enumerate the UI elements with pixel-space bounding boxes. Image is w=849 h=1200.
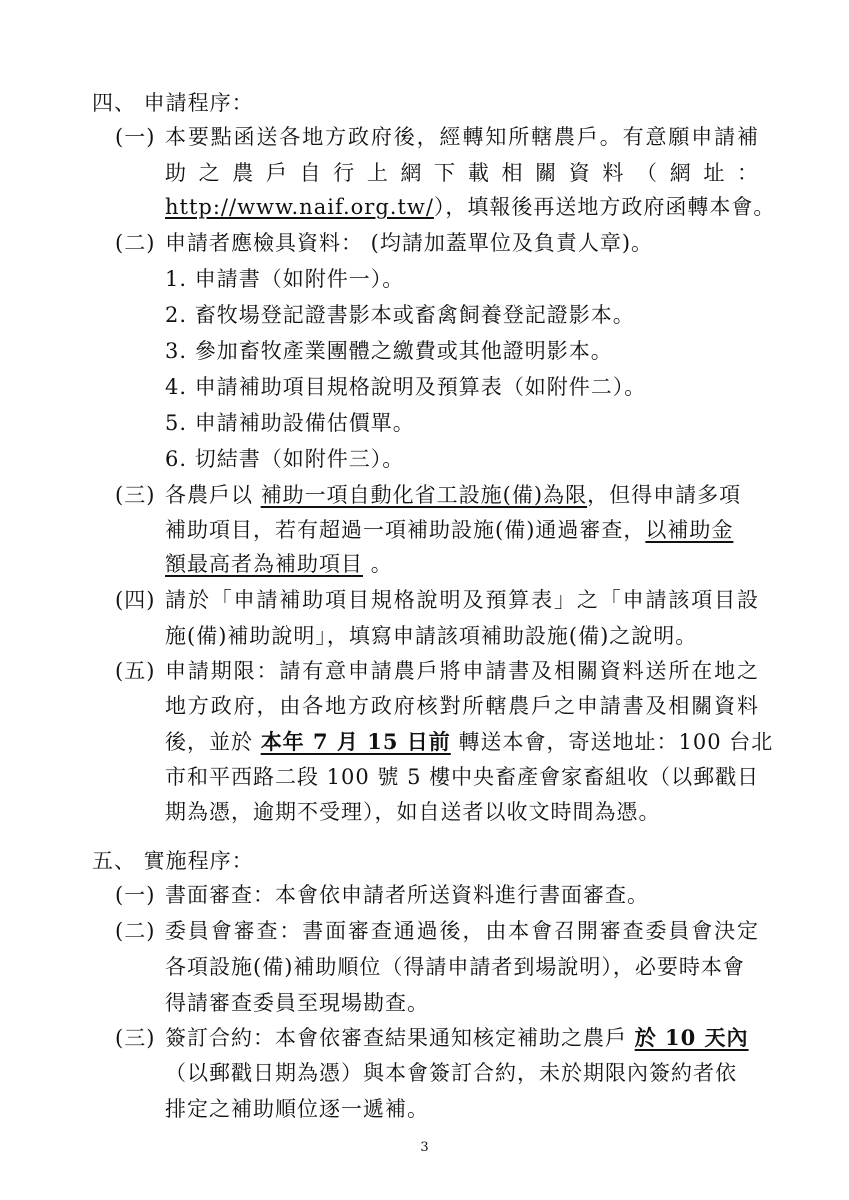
paragraph-line: 申請期限：請有意申請農戶將申請書及相關資料送所在地之 [165,659,759,683]
list-item: 4. 申請補助項目規格說明及預算表（如附件二）。 [165,375,647,399]
list-item: 5. 申請補助設備估價單。 [165,411,415,435]
deadline-emphasis: 於 10 天內 [634,1025,749,1050]
item-number: (五) [115,659,156,683]
list-item: 1. 申請書（如附件一）。 [165,267,405,291]
paragraph-line: 本要點函送各地方政府後，經轉知所轄農戶。有意願申請補 [165,125,759,149]
paragraph-line: 各項設施(備)補助順位（得請申請者到場說明），必要時本會 [165,955,745,979]
paragraph-line: 額最高者為補助項目 。 [165,552,393,576]
deadline-emphasis: 本年 7 月 15 日前 [260,729,451,754]
paragraph-line: 期為憑，逾期不受理），如自送者以收文時間為憑。 [165,800,661,824]
list-item: 2. 畜牧場登記證書影本或畜禽飼養登記證影本。 [165,303,635,327]
paragraph-line: http://www.naif.org.tw/），填報後再送地方政府函轉本會。 [165,195,776,219]
emphasis-underline: 以補助金 [645,518,734,542]
item-number: (四) [115,588,156,612]
section-heading: 四、 申請程序： [92,91,254,115]
paragraph-line: 申請者應檢具資料： (均請加蓋單位及負責人章)。 [165,231,654,255]
item-number: (二) [115,919,156,943]
page-number: 3 [420,1140,429,1155]
list-item: 3. 參加畜牧產業團體之繳費或其他證明影本。 [165,339,613,363]
item-number: (一) [115,883,156,907]
paragraph-line: 書面審查：本會依申請者所送資料進行書面審查。 [165,883,649,907]
item-number: (一) [115,125,156,149]
item-number: (三) [115,483,156,507]
list-item: 6. 切結書（如附件三）。 [165,447,405,471]
emphasis-underline: 補助一項自動化省工設施(備)為限 [260,483,588,507]
paragraph-line: 排定之補助順位逐一遞補。 [165,1097,429,1121]
item-number: (三) [115,1026,156,1050]
paragraph-line: 委員會審查：書面審查通過後，由本會召開審查委員會決定 [165,919,759,943]
paragraph-line: 得請審查委員至現場勘查。 [165,991,429,1015]
item-number: (二) [115,231,156,255]
paragraph-line: 市和平西路二段 100 號 5 樓中央畜產會家畜組收（以郵戳日 [165,765,760,789]
paragraph-line: 請於「申請補助項目規格說明及預算表」之「申請該項目設 [165,588,759,612]
website-link[interactable]: http://www.naif.org.tw/ [165,195,434,219]
paragraph-line: 簽訂合約：本會依審查結果通知核定補助之農戶 於 10 天內 [165,1025,749,1050]
paragraph-line: （以郵戳日期為憑）與本會簽訂合約，未於期限內簽約者依 [165,1061,737,1085]
paragraph-line: 補助項目，若有超過一項補助設施(備)通過審查，以補助金 [165,518,734,542]
emphasis-underline: 額最高者為補助項目 [165,552,363,576]
paragraph-line: 各農戶以 補助一項自動化省工設施(備)為限，但得申請多項 [165,483,742,507]
section-heading: 五、 實施程序： [92,849,254,873]
paragraph-line: 地方政府，由各地方政府核對所轄農戶之申請書及相關資料 [165,694,759,718]
paragraph-line: 助之農戶自行上網下載相關資料（網址： [165,161,759,185]
paragraph-line: 後，並於 本年 7 月 15 日前 轉送本會，寄送地址：100 台北 [165,729,774,754]
paragraph-line: 施(備)補助說明」，填寫申請該項補助設施(備)之說明。 [165,624,698,648]
